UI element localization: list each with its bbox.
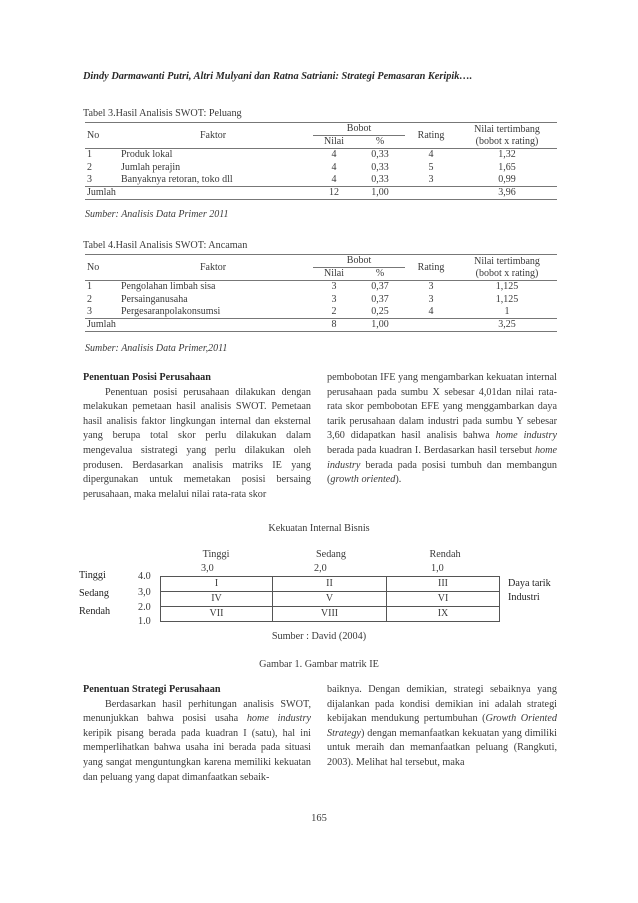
table-cell-rating: 5 <box>428 161 434 173</box>
table-cell-faktor: Pengolahan limbah sisa <box>121 281 216 293</box>
table-cell-no: 3 <box>87 173 92 185</box>
figure-col-value-1: 3,0 <box>201 563 214 574</box>
section2-left-text-b: keripik pisang berada pada kuadran I (satu), hal ini memperlihatkan bahwa usaha ini berada pada situasi yang sangat menguntungkan karena memiliki kekuatan dan peluang yang dapat dimanfaatkan sebaik- <box>83 727 311 783</box>
table3-header-persen: % <box>355 136 405 149</box>
figure-col-label-3: Rendah <box>429 549 461 560</box>
figure-caption: Gambar 1. Gambar matrik IE <box>259 659 379 670</box>
table-cell-nilai: 3 <box>331 281 337 293</box>
ie-cell-I: I <box>214 578 219 589</box>
table-cell-rating: 3 <box>428 293 434 305</box>
table-cell-persen: 0,33 <box>371 173 389 185</box>
table-cell-faktor: Pergesaranpolakonsumsi <box>121 305 221 317</box>
running-header: Dindy Darmawanti Putri, Altri Mulyani dan Ratna Satriani: Strategi Pemasaran Keripik…. <box>83 71 473 82</box>
table3-total-label: Jumlah <box>85 187 313 200</box>
section2-right-column <box>327 683 557 771</box>
figure-row-value-1: 4.0 <box>138 571 151 582</box>
table-cell-nilai: 4 <box>331 161 337 173</box>
table4-total-nt: 3,25 <box>457 319 557 332</box>
table-cell-persen: 0,25 <box>371 305 389 317</box>
table3-header-bobot: Bobot <box>313 123 405 136</box>
table-cell-no: 2 <box>87 293 92 305</box>
figure-title: Kekuatan Internal Bisnis <box>268 523 370 534</box>
table-cell-faktor: Persainganusaha <box>121 293 188 305</box>
table3-caption: Tabel 3.Hasil Analisis SWOT: Peluang <box>83 108 242 119</box>
figure-source: Sumber : David (2004) <box>271 631 367 642</box>
ie-cell-IX: IX <box>437 608 449 619</box>
table-cell-nt: 1,125 <box>495 293 519 305</box>
figure-row-value-4: 1.0 <box>138 616 151 627</box>
section1-heading: Penentuan Posisi Perusahaan <box>83 372 211 383</box>
table-cell-nilai: 3 <box>331 293 337 305</box>
table-cell-persen: 0,37 <box>371 293 389 305</box>
figure-right-label-2: Industri <box>508 592 540 603</box>
figure-row-label-1: Tinggi <box>79 570 106 581</box>
ie-cell-VII: VII <box>209 608 224 619</box>
table3-source: Sumber: Analisis Data Primer 2011 <box>85 209 229 220</box>
table-cell-rating: 3 <box>428 281 434 293</box>
section2-left-italic-1: home industry <box>246 713 311 725</box>
table-cell-no: 1 <box>87 149 92 161</box>
table3-total-persen: 1,00 <box>355 187 405 200</box>
table4-header-rating: Rating <box>405 255 457 281</box>
section1-right-text-a: pembobotan IFE yang mengambarkan kekuatan internal perusahaan pada sumbu X sebesar 4,01dan nilai rata-rata skor pembobotan EFE yang menggambarkan daya tarik perusahaan dalam industri pada sumbu Y sebesar 3,60 didapatkan hasil analisis bahwa <box>327 372 557 442</box>
section2-heading: Penentuan Strategi Perusahaan <box>83 684 221 695</box>
section2-right-text-a: baiknya. Dengan demikian, strategi sebaiknya yang dijalankan pada kondisi demikian ini adalah strategi kebijakan mendukung pertumbuhan ( <box>327 684 557 725</box>
table4-total-persen: 1,00 <box>355 319 405 332</box>
table4-header-persen: % <box>355 268 405 281</box>
table-cell-persen: 0,33 <box>371 161 389 173</box>
table-cell-persen: 0,33 <box>371 149 389 161</box>
ie-cell-V: V <box>325 593 334 604</box>
table-cell-faktor: Banyaknya retoran, toko dll <box>121 173 233 185</box>
table-cell-faktor: Jumlah perajin <box>121 161 181 173</box>
section2-right-text-b: ) dengan memanfaatkan kekuatan yang dimiliki untuk meraih dan memanfaatkan peluang (Rangkuti, 2003). Melihat hal tersebut, maka <box>327 727 557 768</box>
table-cell-no: 2 <box>87 161 92 173</box>
table-cell-nt: 0,99 <box>498 173 516 185</box>
ie-cell-VI: VI <box>437 593 449 604</box>
section2-right-italic-1: Growth Oriented Strategy <box>327 713 557 739</box>
table-cell-rating: 4 <box>428 305 434 317</box>
ie-cell-III: III <box>438 578 448 589</box>
table-cell-nt: 1,125 <box>495 281 519 293</box>
figure-col-value-3: 1,0 <box>431 563 444 574</box>
figure-row-label-3: Rendah <box>79 606 111 617</box>
table4-header-no: No <box>85 255 113 281</box>
ie-cell-IV: IV <box>211 593 222 604</box>
table-cell-rating: 4 <box>428 149 434 161</box>
table3-total-nilai: 12 <box>313 187 355 200</box>
ie-cell-II: II <box>326 578 333 589</box>
table4-header-faktor: Faktor <box>113 255 313 281</box>
table4-total-label: Jumlah <box>85 319 313 332</box>
figure-row-value-3: 2.0 <box>138 602 151 613</box>
table4-header-nt-line2: (bobot x rating) <box>475 267 539 279</box>
table4-caption: Tabel 4.Hasil Analisis SWOT: Ancaman <box>83 240 248 251</box>
table-cell-nilai: 2 <box>331 305 337 317</box>
section1-right-text-c: berada pada posisi tumbuh dan membangun ( <box>327 459 558 486</box>
section1-right-italic-3: growth oriented <box>330 474 396 486</box>
table-cell-persen: 0,37 <box>371 281 389 293</box>
table-cell-faktor: Produk lokal <box>121 149 173 161</box>
table-cell-nt: 1,32 <box>498 149 516 161</box>
figure-col-value-2: 2,0 <box>314 563 327 574</box>
section1-right-italic-1: home industry <box>495 430 557 442</box>
section2-left-text-a: Berdasarkan hasil perhitungan analisis SWOT, menunjukkan bahwa posisi usaha <box>83 698 311 725</box>
table-cell-no: 3 <box>87 305 92 317</box>
figure-right-label-1: Daya tarik <box>508 578 551 589</box>
table-cell-nt: 1 <box>504 305 510 317</box>
page-number: 165 <box>311 813 327 824</box>
section1-right-text-d: ). <box>395 474 402 486</box>
table3-header-nt-line2: (bobot x rating) <box>475 135 539 147</box>
section1-right-italic-2: home industry <box>327 444 558 471</box>
table4-source: Sumber: Analisis Data Primer,2011 <box>85 343 228 354</box>
table3-header-faktor: Faktor <box>113 123 313 149</box>
section1-right-text-b: berada pada kuadran I. Berdasarkan hasil tersebut <box>327 444 533 456</box>
section2-left-column <box>83 683 311 785</box>
table-cell-nilai: 4 <box>331 149 337 161</box>
ie-cell-VIII: VIII <box>320 608 339 619</box>
section2-left-paragraph <box>83 698 311 786</box>
table4-header-nt-line1: Nilai tertimbang <box>474 255 540 267</box>
table4-header-bobot: Bobot <box>313 255 405 268</box>
table3-header-nilai: Nilai <box>313 136 355 149</box>
figure-col-label-2: Sedang <box>316 549 346 560</box>
table-cell-nilai: 4 <box>331 173 337 185</box>
table-cell-rating: 3 <box>428 173 434 185</box>
figure-row-label-2: Sedang <box>79 588 109 599</box>
table-cell-nt: 1,65 <box>498 161 516 173</box>
table3-header-no: No <box>85 123 113 149</box>
table4-header-nilai: Nilai <box>313 268 355 281</box>
table3-header-nt-line1: Nilai tertimbang <box>474 123 540 135</box>
figure-col-label-1: Tinggi <box>202 549 230 560</box>
table3-total-nt: 3,96 <box>457 187 557 200</box>
section1-left-paragraph: Penentuan posisi perusahaan dilakukan dengan melakukan pemetaan hasil analisis SWOT. Pemetaan hasil analisis faktor lingkungan internal dan eksternal yang berupa total skor perlu dilakukan dalam mengevalua sistrategi yang perlu dilakukan oleh produsen. Berdasarkan analisis matriks IE yang dipergunakan untuk memetakan posisi bersaing perusahaan, maka melalui nilai rata-rata skor <box>83 386 311 500</box>
table4-total-nilai: 8 <box>313 319 355 332</box>
figure-row-value-2: 3,0 <box>138 587 151 598</box>
table3-header-rating: Rating <box>405 123 457 149</box>
table-cell-no: 1 <box>87 281 92 293</box>
